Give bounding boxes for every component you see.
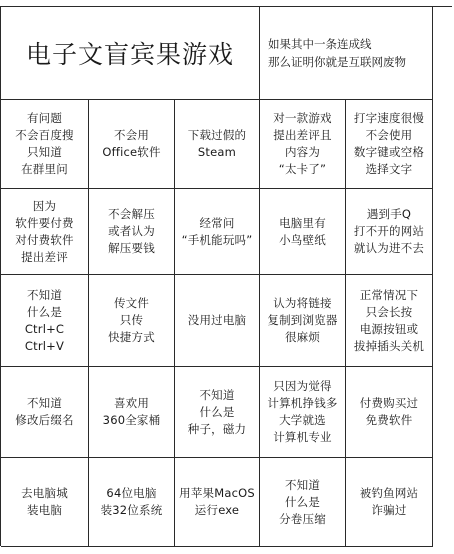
bingo-cell-text: 遇到手Q 打不开的网站 就认为进不去 [353,207,425,255]
bingo-cell [1,189,89,275]
bingo-cell [89,100,175,189]
bingo-cell-text: 认为将链接 复制到浏览器 很麻烦 [267,296,338,344]
bingo-cell-text: 有问题 不会百度搜 只知道 在群里问 [15,111,74,176]
bingo-cell [175,275,260,367]
bingo-cell-text: 不知道 什么是 Ctrl+C Ctrl+V [24,287,65,353]
bingo-cell [260,275,346,367]
bingo-cell [89,189,175,275]
bingo-cell-text: 64位电脑 装32位系统 [100,486,163,517]
bingo-cell-text: 传文件 只传 快捷方式 [108,296,155,344]
bingo-cell [1,100,89,189]
bingo-cell [1,458,89,547]
bingo-cell-text: 正常情况下 只会长按 电源按钮或 拔掉插头关机 [353,287,425,353]
bingo-cell [260,100,346,189]
bingo-cell [346,458,433,547]
bingo-cell-text: 因为 软件要付费 对付费软件 提出差评 [15,198,74,264]
bingo-cell-text: 下载过假的 Steam [187,128,247,159]
bingo-cell-text: 不知道 什么是 分卷压缩 [279,477,326,526]
bingo-cell-text: 只因为觉得 计算机挣钱多 大学就选 计算机专业 [267,379,338,444]
rule-text: 如果其中一条连成线 那么证明你就是互联网废物 [268,37,406,69]
title-cell [1,7,260,100]
bingo-cell-text: 电脑里有 小鸟壁纸 [279,215,326,247]
bingo-cell [346,189,433,275]
bingo-cell-text: 喜欢用 360全家桶 [102,396,161,427]
rule-cell [260,7,433,100]
bingo-cell [346,367,433,458]
bingo-cell-text: 经常问 “手机能玩吗” [181,215,253,247]
bingo-cell-text: 付费购买过 免费软件 [359,396,419,427]
bingo-cell-text: 不知道 什么是 种子，磁力 [187,387,247,436]
bingo-cell [346,100,433,189]
bingo-cell [175,458,260,547]
bingo-cell [175,100,260,189]
bingo-cell [1,367,89,458]
bingo-cell [260,458,346,547]
bingo-cell [1,275,89,367]
bingo-cell-text: 不知道 修改后缀名 [15,396,74,427]
bingo-cell-text: 不会解压 或者认为 解压要钱 [108,207,155,255]
bingo-cell [89,367,175,458]
bingo-cell-text: 用苹果MacOS 运行exe [179,486,255,517]
bingo-cell-text: 对一款游戏 提出差评且 内容为 “太卡了” [273,111,332,176]
bingo-cell [175,189,260,275]
page-title: 电子文盲宾果游戏 [25,40,234,69]
bingo-cell-text: 打字速度很慢 不会使用 数字键或空格 选择文字 [353,111,425,176]
bingo-cell-text: 不会用 Office软件 [102,128,161,159]
bingo-cell [89,275,175,367]
bingo-cell-text: 去电脑城 装电脑 [21,486,68,517]
bingo-cell-text: 被钓鱼网站 诈骗过 [359,486,419,517]
bingo-cell [346,275,433,367]
bingo-cell-text: 没用过电脑 [187,313,247,327]
bingo-cell [175,367,260,458]
bingo-board [0,6,452,546]
bingo-cell [260,189,346,275]
bingo-cell [89,458,175,547]
bingo-cell [260,367,346,458]
